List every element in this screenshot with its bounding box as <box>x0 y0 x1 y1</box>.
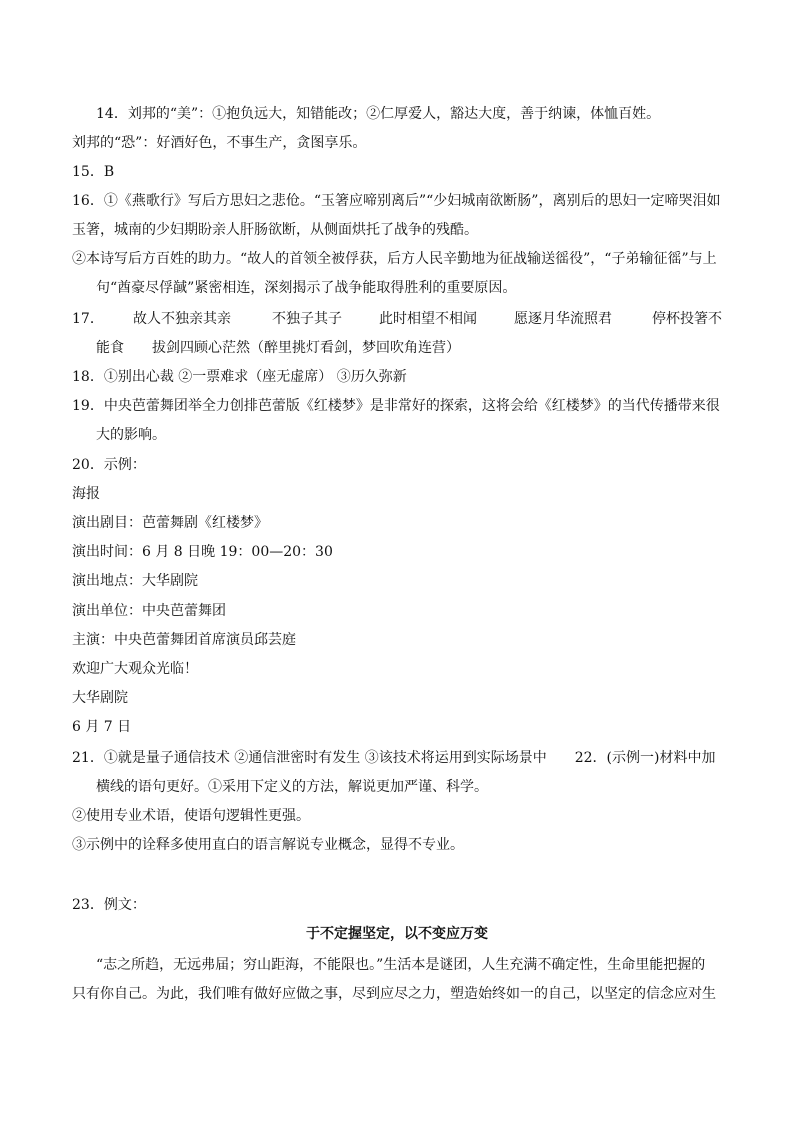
answer-18: 18．①别出心裁 ②一票难求（座无虚席） ③历久弥新 <box>72 369 407 385</box>
answer-14-line2: 刘邦的“恐”：好酒好色，不事生产，贪图享乐。 <box>72 135 367 151</box>
answer-21-line1: 21．①就是量子通信技术 ②通信泄密时有发生 ③该技术将运用到实际场景中 22．(示例一)材料中加 <box>72 750 716 766</box>
answer-15: 15．B <box>72 164 115 180</box>
poster-date: 6 月 7 日 <box>72 719 132 735</box>
answer-14-line1: 14．刘邦的“美”：①抱负远大，知错能改；②仁厚爱人，豁达大度，善于纳谏，体恤百姓。 <box>96 106 661 122</box>
answer-16-line2: 玉箸，城南的少妇期盼亲人肝肠欲断，从侧面烘托了战争的残酷。 <box>72 222 478 238</box>
answer-16-line3: ②本诗写后方百姓的助力。“故人的首领全被俘获，后方人民辛勤地为征战输送徭役”，“子弟输征徭”与上 <box>72 251 717 267</box>
poster-venue: 演出地点：大华剧院 <box>72 573 198 589</box>
poster-title: 海报 <box>72 486 100 502</box>
answer-17-number: 17． <box>72 311 104 327</box>
answer-22-line3: ②使用专业术语，使语句逻辑性更强。 <box>72 808 310 824</box>
answer-17-item: 停杯投箸不 <box>652 311 722 327</box>
poster-lead: 主演：中央芭蕾舞团首席演员邱芸庭 <box>72 632 296 648</box>
essay-title: 于不定握坚定，以不变应万变 <box>306 926 488 942</box>
answer-17-item: 故人不独亲其亲 <box>133 311 231 327</box>
essay-line2: 只有你自己。为此，我们唯有做好应做之事，尽到应尽之力，塑造始终如一的自己，以坚定的信念应对生 <box>72 986 716 1002</box>
poster-program: 演出剧目：芭蕾舞剧《红楼梦》 <box>72 515 268 531</box>
answer-17-item: 愿逐月华流照君 <box>514 311 612 327</box>
answer-22-line2: 横线的语句更好。①采用下定义的方法，解说更加严谨、科学。 <box>96 779 488 795</box>
answer-22-line4: ③示例中的诠释多使用直白的语言解说专业概念，显得不专业。 <box>72 837 464 853</box>
essay-line1: “志之所趋，无远弗届；穷山距海，不能限也。”生活本是谜团，人生充满不确定性，生命里能把握的 <box>96 957 706 973</box>
answer-20-heading: 20．示例： <box>72 457 146 473</box>
answer-16-line4: 句“酋豪尽俘馘”紧密相连，深刻揭示了战争能取得胜利的重要原因。 <box>96 280 517 296</box>
answer-16-line1: 16．①《燕歌行》写后方思妇之悲伧。“玉箸应啼别离后”“少妇城南欲断肠”，离别后的思妇一定啼哭泪如 <box>72 193 721 209</box>
answer-17-line2: 能食 拔剑四顾心茫然（醉里挑灯看剑，梦回吹角连营） <box>96 340 460 356</box>
poster-time: 演出时间：6 月 8 日晚 19：00—20：30 <box>72 544 333 560</box>
answer-19-line1: 19．中央芭蕾舞团举全力创排芭蕾版《红楼梦》是非常好的探索，这将会给《红楼梦》的当代传播带来很 <box>72 398 720 414</box>
answer-23-heading: 23．例文： <box>72 897 146 913</box>
answer-17-item: 不独子其子 <box>272 311 342 327</box>
answer-17-item: 此时相望不相闻 <box>379 311 477 327</box>
poster-welcome: 欢迎广大观众光临！ <box>72 661 198 677</box>
poster-issuer: 大华剧院 <box>72 690 128 706</box>
poster-organizer: 演出单位：中央芭蕾舞团 <box>72 603 226 619</box>
answer-19-line2: 大的影响。 <box>96 427 166 443</box>
